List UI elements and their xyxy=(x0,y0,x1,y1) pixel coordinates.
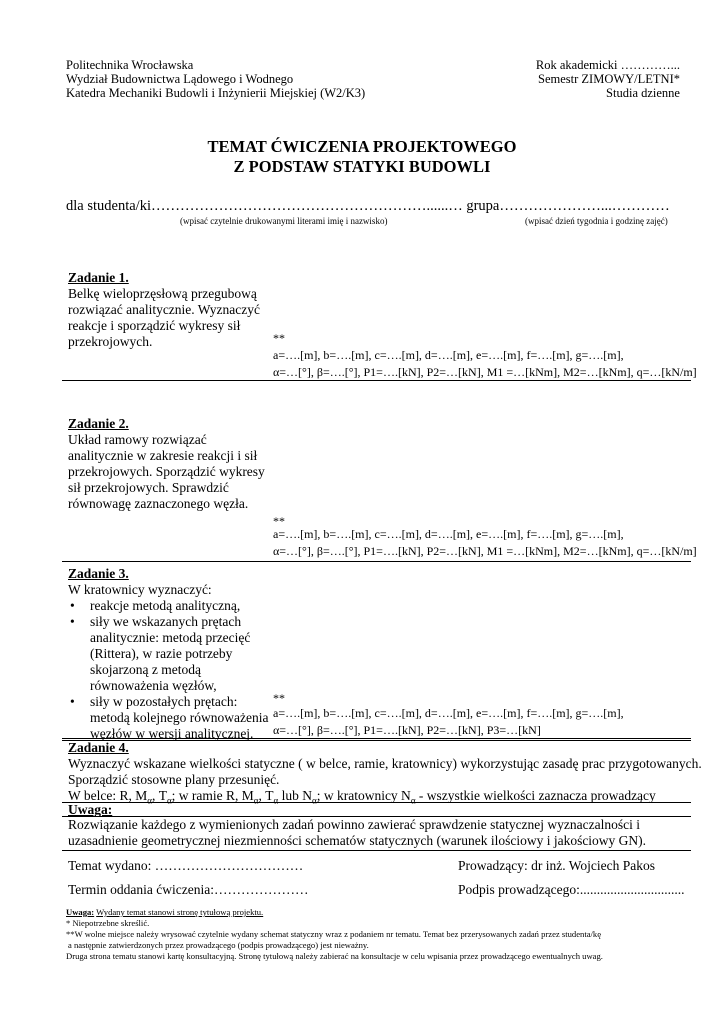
name-hint: (wpisać czytelnie drukowanymi literami imię i nazwisko) xyxy=(180,216,388,226)
note-asterisk: * Niepotrzebne skreślić. xyxy=(66,918,150,928)
deadline-field[interactable]: Termin oddania ćwiczenia:………………… xyxy=(68,882,309,897)
task-1-title: Zadanie 1. xyxy=(68,270,129,285)
task-3-separator xyxy=(62,738,691,741)
note-text: Wydany temat stanowi stronę tytułową projektu. xyxy=(96,907,264,917)
title-line-2: Z PODSTAW STATYKI BUDOWLI xyxy=(233,157,491,176)
task-2-description: Układ ramowy rozwiązać analitycznie w zakresie reakcji i sił przekrojowych. Sporządzić wykresy sił przekrojowych. Sprawdzić równowagę zaznaczonego węzła. xyxy=(68,432,265,511)
university-name: Politechnika Wrocławska xyxy=(66,58,194,72)
supervisor-signature-field[interactable]: Podpis prowadzącego:............................... xyxy=(458,882,685,897)
task-4-title: Zadanie 4. xyxy=(68,740,129,755)
institution-block xyxy=(66,58,365,100)
remark-bottom-rule xyxy=(62,850,691,851)
task-3-intro: W kratownicy wyznaczyć: xyxy=(68,582,212,597)
task-3-marker: ** xyxy=(273,691,285,705)
semester-block xyxy=(536,58,680,100)
task-2-params-line-2: α=…[°], β=….[°], P1=….[kN], P2=…[kN], M1 =…[kNm], M2=…[kNm], q=…[kN/m] xyxy=(273,544,697,558)
task-3-bullet: • reakcje metodą analityczną, xyxy=(68,598,273,614)
note-double-asterisk-line-2: a następnie zatwierdzonych przez prowadzącego (podpis prowadzącego) jest nieważny. xyxy=(68,940,369,950)
semester: Semestr ZIMOWY/LETNI* xyxy=(538,72,680,86)
title-line-1: TEMAT ĆWICZENIA PROJEKTOWEGO xyxy=(207,137,517,156)
task-2-description-block xyxy=(68,416,273,512)
task-4-line-3: W belce: R, $M_\alpha$, $T_\alpha$; w ramie R, $M_\alpha$, $T_\alpha$ lub $N_\alpha$; w kratownicy $N_\alpha$ - wszystkie wielkości zaznacza prowadzący xyxy=(68,788,656,806)
task-3-title: Zadanie 3. xyxy=(68,566,129,581)
task-1-marker: ** xyxy=(273,331,285,345)
note-label: Uwaga: xyxy=(66,907,95,917)
task-2-title: Zadanie 2. xyxy=(68,416,129,431)
task-3-bullet-list xyxy=(68,598,273,742)
faculty-name: Wydział Budownictwa Lądowego i Wodnego xyxy=(66,72,294,86)
remark-line-1: Rozwiązanie każdego z wymienionych zadań powinno zawierać sprawdzenie statycznej wyznaczalności i xyxy=(68,817,640,832)
task-1-separator xyxy=(62,380,691,381)
remark-line-2: uzasadnienie geometrycznej niezmienności schematów statycznych (warunek ilościowy i jakościowy GN). xyxy=(68,833,647,848)
note-consultation: Druga strona tematu stanowi kartę konsultacyjną. Stronę tytułową należy zabierać na konsultacje w celu wpisania przez prowadzącego ewentualnych uwag. xyxy=(66,951,603,961)
task-2-separator xyxy=(62,561,691,562)
task-4-line-1: Wyznaczyć wskazane wielkości statyczne ( w belce, ramie, kratownicy) wykorzystując zasadę prac przygotowanych. xyxy=(68,756,702,771)
task-3-bullet: • siły w pozostałych prętach: metodą kolejnego równoważenia węzłów w wersji analitycznej. xyxy=(68,694,273,742)
note-double-asterisk-line-1: **W wolne miejsce należy wrysować czytelnie wydany schemat statyczny wraz z podaniem nr tematu. Temat bez przerysowanych zadań przez studenta/kę xyxy=(66,929,602,939)
task-4-separator xyxy=(62,802,691,803)
task-3-description-block xyxy=(68,566,273,742)
task-1-description: Belkę wieloprzęsłową przegubową rozwiązać analitycznie. Wyznaczyć reakcje i sporządzić wykresy sił przekrojowych. xyxy=(68,286,260,349)
study-mode: Studia dzienne xyxy=(606,86,680,100)
task-3-params-line-1: a=….[m], b=….[m], c=….[m], d=….[m], e=….[m], f=….[m], g=….[m], xyxy=(273,706,624,720)
task-4-line-2: Sporządzić stosowne plany przesunięć. xyxy=(68,772,280,787)
task-1-params-line-2: α=…[°], β=….[°], P1=….[kN], P2=…[kN], M1 =…[kNm], M2=…[kNm], q=…[kN/m] xyxy=(273,365,697,379)
task-3-bullet: • siły we wskazanych prętach analitycznie: metodą przecięć (Rittera), w razie potrzeby skojarzoną z metodą równoważenia węzłów, xyxy=(68,614,273,694)
supervisor-name: Prowadzący: dr inż. Wojciech Pakos xyxy=(458,858,655,873)
task-3-params-line-2: α=…[°], β=….[°], P1=….[kN], P2=…[kN], P3=…[kN] xyxy=(273,723,541,737)
academic-year: Rok akademicki …………... xyxy=(535,58,680,72)
task-1-params-line-1: a=….[m], b=….[m], c=….[m], d=….[m], e=….[m], f=….[m], g=….[m], xyxy=(273,348,624,362)
task-2-params-line-1: a=….[m], b=….[m], c=….[m], d=….[m], e=….[m], f=….[m], g=….[m], xyxy=(273,527,624,541)
student-line[interactable]: dla studenta/ki…………………………………………………......… grupa…………………...………… xyxy=(66,198,670,214)
remark-title: Uwaga: xyxy=(68,802,113,817)
task-2-marker: ** xyxy=(273,514,285,528)
note-title-page xyxy=(66,907,263,918)
issued-field[interactable]: Temat wydano: …………………………… xyxy=(68,858,304,873)
group-hint: (wpisać dzień tygodnia i godzinę zajęć) xyxy=(525,216,668,226)
task-1-description-block xyxy=(68,270,273,350)
department-name: Katedra Mechaniki Budowli i Inżynierii Miejskiej (W2/K3) xyxy=(66,86,366,100)
